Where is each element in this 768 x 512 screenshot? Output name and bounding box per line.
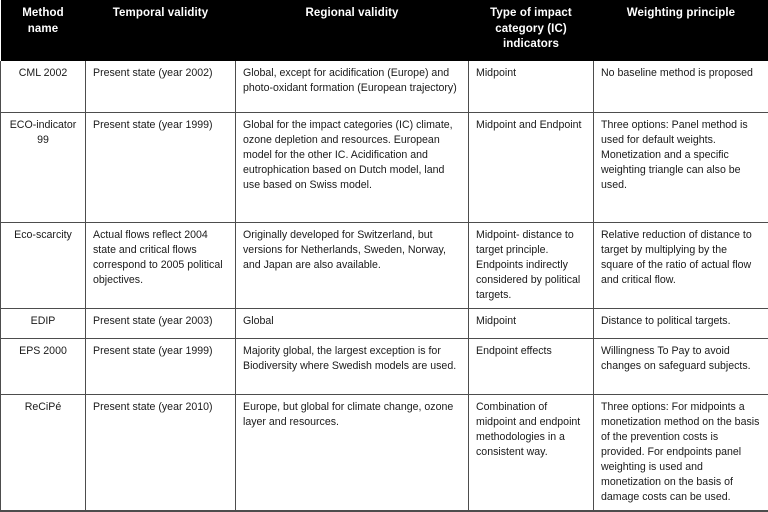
- cell-impact-category-type: Combination of midpoint and endpoint methodologies in a consistent way.: [469, 395, 594, 511]
- header-line: name: [7, 22, 80, 38]
- cell-impact-category-type: Midpoint and Endpoint: [469, 113, 594, 223]
- cell-weighting-principle: Willingness To Pay to avoid changes on safeguard subjects.: [594, 339, 768, 395]
- cell-method-name: Eco-scarcity: [1, 223, 86, 309]
- cell-temporal-validity: Present state (year 2002): [86, 61, 236, 113]
- cell-method-name: EPS 2000: [1, 339, 86, 395]
- cell-impact-category-type: Midpoint- distance to target principle. Endpoints indirectly considered by political targets.: [469, 223, 594, 309]
- table-header: [1, 0, 768, 61]
- cell-method-name: ECO-indicator 99: [1, 113, 86, 223]
- column-header-temporal-validity: [86, 0, 236, 61]
- cell-impact-category-type: Endpoint effects: [469, 339, 594, 395]
- table-row: [1, 309, 768, 339]
- cell-impact-category-type: Midpoint: [469, 309, 594, 339]
- cell-regional-validity: Originally developed for Switzerland, but versions for Netherlands, Sweden, Norway, and Japan are also available.: [236, 223, 469, 309]
- cell-regional-validity: Majority global, the largest exception is for Biodiversity where Swedish models are used.: [236, 339, 469, 395]
- column-header-weighting-principle: [594, 0, 768, 61]
- table-row: [1, 223, 768, 309]
- header-row: [1, 0, 768, 61]
- cell-weighting-principle: No baseline method is proposed: [594, 61, 768, 113]
- table-body: [1, 61, 768, 511]
- header-line: Temporal validity: [92, 6, 230, 22]
- cell-regional-validity: Global: [236, 309, 469, 339]
- table-row: [1, 339, 768, 395]
- table-row: [1, 61, 768, 113]
- cell-regional-validity: Global for the impact categories (IC) climate, ozone depletion and resources. European model for the other IC. Acidification and eutrophication based on Dutch model, land use based on Swiss model.: [236, 113, 469, 223]
- cell-method-name: EDIP: [1, 309, 86, 339]
- cell-weighting-principle: Distance to political targets.: [594, 309, 768, 339]
- cell-impact-category-type: Midpoint: [469, 61, 594, 113]
- header-line: indicators: [475, 37, 588, 53]
- table-row: [1, 395, 768, 511]
- header-line: category (IC): [475, 22, 588, 38]
- table-row: [1, 113, 768, 223]
- cell-weighting-principle: Relative reduction of distance to target by multiplying by the square of the ratio of actual flow and critical flow.: [594, 223, 768, 309]
- cell-regional-validity: Europe, but global for climate change, ozone layer and resources.: [236, 395, 469, 511]
- column-header-regional-validity: [236, 0, 469, 61]
- cell-weighting-principle: Three options: For midpoints a monetization method on the basis of the prevention costs is provided. For endpoints panel weighting is used and monetization on the basis of damage costs can be used.: [594, 395, 768, 511]
- cell-temporal-validity: Present state (year 1999): [86, 113, 236, 223]
- cell-temporal-validity: Present state (year 2003): [86, 309, 236, 339]
- cell-regional-validity: Global, except for acidification (Europe) and photo-oxidant formation (European trajectory): [236, 61, 469, 113]
- cell-temporal-validity: Present state (year 2010): [86, 395, 236, 511]
- column-header-impact-category-type: [469, 0, 594, 61]
- header-line: Method: [7, 6, 80, 22]
- cell-temporal-validity: Actual flows reflect 2004 state and critical flows correspond to 2005 political objectives.: [86, 223, 236, 309]
- header-line: Regional validity: [242, 6, 463, 22]
- cell-temporal-validity: Present state (year 1999): [86, 339, 236, 395]
- header-line: Type of impact: [475, 6, 588, 22]
- header-line: Weighting principle: [600, 6, 763, 22]
- cell-weighting-principle: Three options: Panel method is used for default weights. Monetization and a specific weighting triangle can also be used.: [594, 113, 768, 223]
- cell-method-name: ReCiPé: [1, 395, 86, 511]
- column-header-method-name: [1, 0, 86, 61]
- cell-method-name: CML 2002: [1, 61, 86, 113]
